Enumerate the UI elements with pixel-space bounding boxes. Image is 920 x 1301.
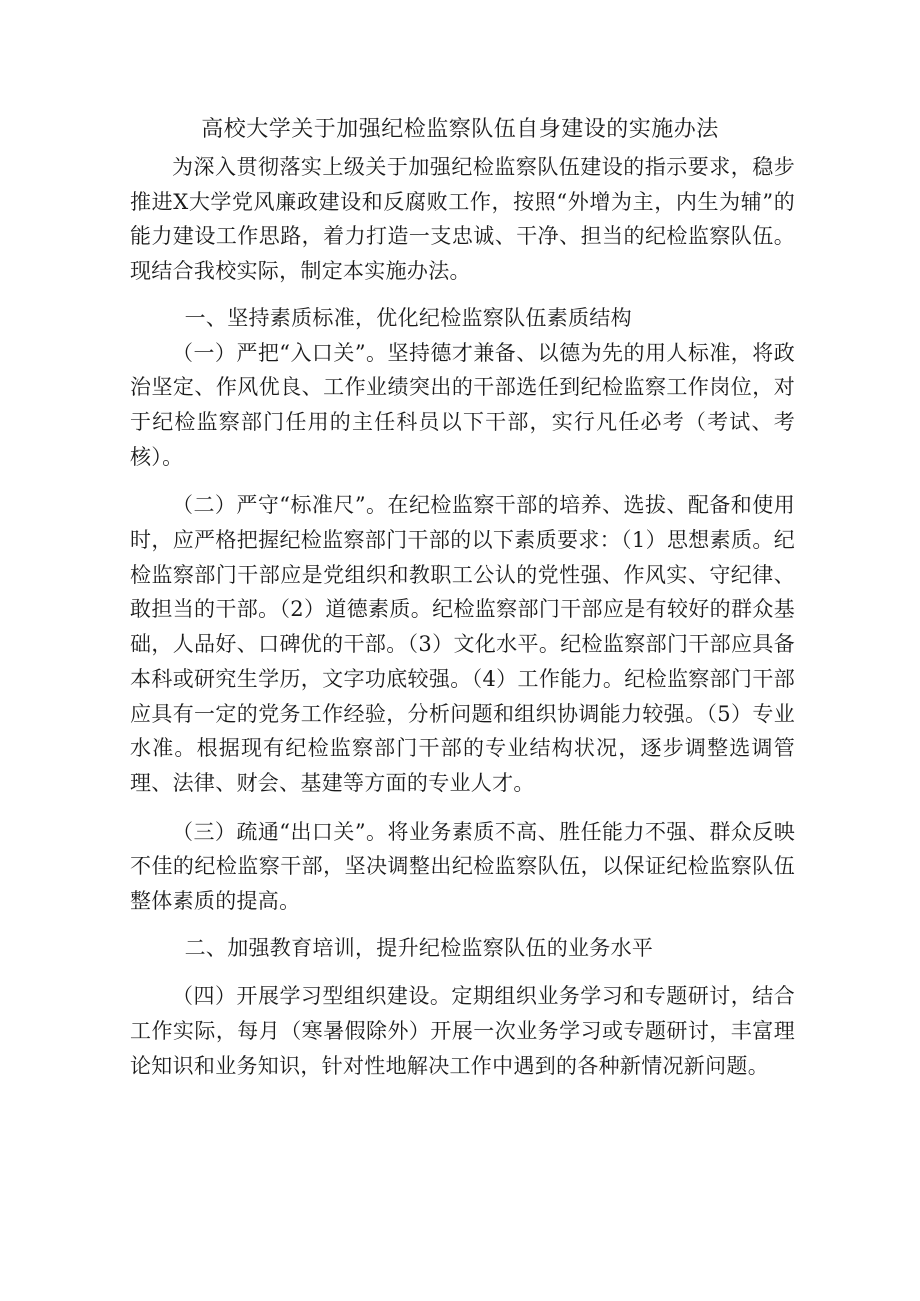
section-2-paragraph-1: （四）开展学习型组织建设。定期组织业务学习和专题研讨，结合工作实际，每月（寒暑假除外）开展一次业务学习或专题研讨，丰富理论知识和业务知识，针对性地解决工作中遇到的各种新情况新问题。 [130,984,795,1078]
section-2-heading: 二、加强教育培训，提升纪检监察队伍的业务水平 [184,935,654,960]
section-1-paragraph-1: （一）严把“入口关”。坚持德才兼备、以德为先的用人标准，将政治坚定、作风优良、工作业绩突出的干部选任到纪检监察工作岗位，对于纪检监察部门任用的主任科员以下干部，实行凡任必考（考试、考核）。 [130,340,795,469]
section-1-paragraph-3: （三）疏通“出口关”。将业务素质不高、胜任能力不强、群众反映不佳的纪检监察干部，坚决调整出纪检监察队伍，以保证纪检监察队伍整体素质的提高。 [130,819,795,914]
section-1-heading: 一、坚持素质标准，优化纪检监察队伍素质结构 [184,305,632,330]
section-1-paragraph-2: （二）严守“标准尺”。在纪检监察干部的培养、选拔、配备和使用时，应严格把握纪检监察部门干部的以下素质要求：（1）思想素质。纪检监察部门干部应是党组织和教职工公认的党性强、作风实、守纪律、敢担当的干部。（2）道德素质。纪检监察部门干部应是有较好的群众基础，人品好、口碑优的干部。（3）文化水平。纪检监察部门干部应具备本科或研究生学历，文字功底较强。（4）工作能力。纪检监察部门干部应具有一定的党务工作经验，分析问题和组织协调能力较强。（5）专业水准。根据现有纪检监察部门干部的专业结构状况，逐步调整选调管理、法律、财会、基建等方面的专业人才。 [130,493,795,795]
document-body [130,150,795,1084]
intro-paragraph: 为深入贯彻落实上级关于加强纪检监察队伍建设的指示要求，稳步推进X大学党风廉政建设和反腐败工作，按照“外增为主，内生为辅”的能力建设工作思路，着力打造一支忠诚、干净、担当的纪检监察队伍。现结合我校实际，制定本实施办法。 [130,155,795,284]
document-title: 高校大学关于加强纪检监察队伍自身建设的实施办法 [201,117,719,142]
